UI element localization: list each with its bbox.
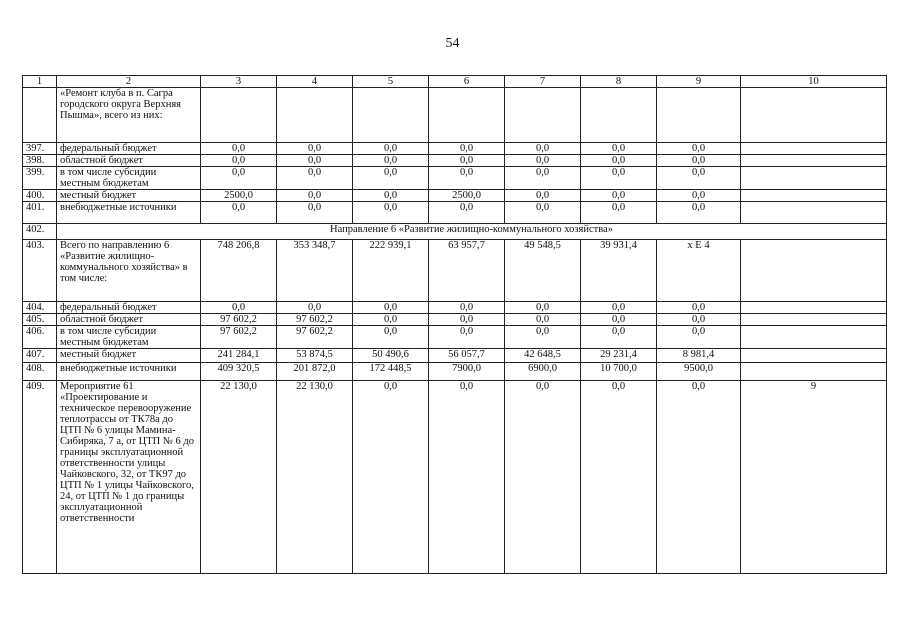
header-cell: 3 bbox=[201, 76, 277, 88]
value-cell: 0,0 bbox=[657, 314, 741, 326]
value-cell bbox=[277, 88, 353, 143]
value-cell: 2500,0 bbox=[429, 190, 505, 202]
value-cell: 0,0 bbox=[657, 381, 741, 574]
value-cell bbox=[505, 88, 581, 143]
row-number-cell: 409. bbox=[23, 381, 57, 574]
value-cell: 0,0 bbox=[657, 155, 741, 167]
value-cell: 0,0 bbox=[505, 302, 581, 314]
note-cell bbox=[741, 202, 887, 224]
value-cell: 0,0 bbox=[657, 326, 741, 349]
header-cell: 2 bbox=[57, 76, 201, 88]
note-cell bbox=[741, 143, 887, 155]
value-cell: 22 130,0 bbox=[201, 381, 277, 574]
row-name-cell: Мероприятие 61 «Проектирование и техническое перевооружение теплотрассы от ТК78а до ЦТП № 6 улицы Мамина-Сибиряка, 7 а, от ЦТП № 6 до границы эксплуатационной ответственности улицы Чайковского, 32, от ТК97 до ЦТП № 1 улицы Чайковского, 24, от ЦТП № 1 до границы эксплуатационной ответственности bbox=[57, 381, 201, 574]
value-cell: 0,0 bbox=[353, 167, 429, 190]
value-cell: 0,0 bbox=[429, 167, 505, 190]
value-cell: 0,0 bbox=[581, 381, 657, 574]
value-cell: 0,0 bbox=[277, 143, 353, 155]
table-row bbox=[23, 240, 887, 302]
value-cell: 53 874,5 bbox=[277, 349, 353, 363]
value-cell: х Е 4 bbox=[657, 240, 741, 302]
table-row bbox=[23, 326, 887, 349]
row-number-cell: 399. bbox=[23, 167, 57, 190]
value-cell: 49 548,5 bbox=[505, 240, 581, 302]
row-number-cell: 403. bbox=[23, 240, 57, 302]
budget-table bbox=[22, 75, 887, 574]
value-cell: 0,0 bbox=[353, 381, 429, 574]
value-cell: 0,0 bbox=[429, 302, 505, 314]
value-cell: 0,0 bbox=[277, 302, 353, 314]
row-number-cell: 400. bbox=[23, 190, 57, 202]
value-cell bbox=[201, 88, 277, 143]
row-name-cell: областной бюджет bbox=[57, 314, 201, 326]
value-cell: 97 602,2 bbox=[277, 314, 353, 326]
note-cell: 9 bbox=[741, 381, 887, 574]
value-cell: 0,0 bbox=[353, 314, 429, 326]
row-name-cell: местный бюджет bbox=[57, 349, 201, 363]
header-cell: 1 bbox=[23, 76, 57, 88]
value-cell: 0,0 bbox=[277, 202, 353, 224]
value-cell: 172 448,5 bbox=[353, 363, 429, 381]
header-cell: 8 bbox=[581, 76, 657, 88]
value-cell bbox=[581, 88, 657, 143]
value-cell: 0,0 bbox=[429, 202, 505, 224]
page-number: 54 bbox=[445, 36, 460, 51]
value-cell: 0,0 bbox=[505, 190, 581, 202]
table-row bbox=[23, 190, 887, 202]
row-name-cell: в том числе субсидии местным бюджетам bbox=[57, 326, 201, 349]
value-cell: 241 284,1 bbox=[201, 349, 277, 363]
direction-row bbox=[23, 224, 887, 240]
value-cell: 0,0 bbox=[353, 202, 429, 224]
value-cell: 0,0 bbox=[353, 326, 429, 349]
value-cell: 0,0 bbox=[429, 381, 505, 574]
value-cell bbox=[429, 88, 505, 143]
row-name-cell: внебюджетные источники bbox=[57, 202, 201, 224]
table-row bbox=[23, 302, 887, 314]
value-cell: 0,0 bbox=[505, 314, 581, 326]
value-cell: 0,0 bbox=[429, 326, 505, 349]
value-cell: 0,0 bbox=[201, 155, 277, 167]
row-number-cell: 406. bbox=[23, 326, 57, 349]
value-cell: 0,0 bbox=[277, 167, 353, 190]
value-cell: 0,0 bbox=[429, 155, 505, 167]
value-cell: 0,0 bbox=[657, 202, 741, 224]
value-cell: 0,0 bbox=[353, 143, 429, 155]
value-cell: 0,0 bbox=[581, 143, 657, 155]
value-cell bbox=[353, 88, 429, 143]
row-number-cell: 405. bbox=[23, 314, 57, 326]
value-cell: 0,0 bbox=[505, 143, 581, 155]
value-cell: 0,0 bbox=[505, 155, 581, 167]
direction-title: Направление 6 «Развитие жилищно-коммунального хозяйства» bbox=[57, 224, 887, 240]
value-cell: 2500,0 bbox=[201, 190, 277, 202]
value-cell: 9500,0 bbox=[657, 363, 741, 381]
row-name-cell: местный бюджет bbox=[57, 190, 201, 202]
value-cell: 0,0 bbox=[657, 143, 741, 155]
value-cell: 0,0 bbox=[581, 302, 657, 314]
value-cell: 0,0 bbox=[201, 167, 277, 190]
note-cell bbox=[741, 155, 887, 167]
table-header-row bbox=[23, 76, 887, 88]
value-cell: 0,0 bbox=[581, 167, 657, 190]
note-cell bbox=[741, 167, 887, 190]
value-cell bbox=[657, 88, 741, 143]
value-cell: 0,0 bbox=[581, 202, 657, 224]
value-cell: 0,0 bbox=[277, 155, 353, 167]
row-number-cell: 401. bbox=[23, 202, 57, 224]
value-cell: 8 981,4 bbox=[657, 349, 741, 363]
header-cell: 7 bbox=[505, 76, 581, 88]
value-cell: 97 602,2 bbox=[277, 326, 353, 349]
table-row bbox=[23, 167, 887, 190]
header-cell: 10 bbox=[741, 76, 887, 88]
note-cell bbox=[741, 240, 887, 302]
value-cell: 222 939,1 bbox=[353, 240, 429, 302]
value-cell: 50 490,6 bbox=[353, 349, 429, 363]
value-cell: 0,0 bbox=[353, 302, 429, 314]
row-name-cell: федеральный бюджет bbox=[57, 143, 201, 155]
value-cell: 0,0 bbox=[581, 326, 657, 349]
row-number-cell: 404. bbox=[23, 302, 57, 314]
header-cell: 9 bbox=[657, 76, 741, 88]
row-name-cell: Всего по направлению 6 «Развитие жилищно-коммунального хозяйства» в том числе: bbox=[57, 240, 201, 302]
table-row bbox=[23, 155, 887, 167]
value-cell: 0,0 bbox=[581, 314, 657, 326]
value-cell: 97 602,2 bbox=[201, 314, 277, 326]
value-cell: 0,0 bbox=[581, 155, 657, 167]
value-cell: 0,0 bbox=[201, 143, 277, 155]
value-cell: 0,0 bbox=[353, 155, 429, 167]
table-row bbox=[23, 363, 887, 381]
value-cell: 29 231,4 bbox=[581, 349, 657, 363]
value-cell: 97 602,2 bbox=[201, 326, 277, 349]
value-cell: 0,0 bbox=[429, 314, 505, 326]
value-cell: 56 057,7 bbox=[429, 349, 505, 363]
value-cell: 0,0 bbox=[429, 143, 505, 155]
row-number-cell: 407. bbox=[23, 349, 57, 363]
value-cell: 7900,0 bbox=[429, 363, 505, 381]
value-cell: 0,0 bbox=[657, 302, 741, 314]
header-cell: 5 bbox=[353, 76, 429, 88]
header-cell: 6 bbox=[429, 76, 505, 88]
header-cell: 4 bbox=[277, 76, 353, 88]
note-cell bbox=[741, 302, 887, 314]
row-name-cell: «Ремонт клуба в п. Сагра городского округа Верхняя Пышма», всего из них: bbox=[57, 88, 201, 143]
value-cell: 0,0 bbox=[201, 202, 277, 224]
value-cell: 201 872,0 bbox=[277, 363, 353, 381]
row-name-cell: в том числе субсидии местным бюджетам bbox=[57, 167, 201, 190]
value-cell: 0,0 bbox=[505, 326, 581, 349]
value-cell: 63 957,7 bbox=[429, 240, 505, 302]
value-cell: 748 206,8 bbox=[201, 240, 277, 302]
value-cell: 6900,0 bbox=[505, 363, 581, 381]
value-cell: 39 931,4 bbox=[581, 240, 657, 302]
table-row bbox=[23, 381, 887, 574]
row-number-cell: 408. bbox=[23, 363, 57, 381]
row-name-cell: федеральный бюджет bbox=[57, 302, 201, 314]
note-cell bbox=[741, 314, 887, 326]
note-cell bbox=[741, 190, 887, 202]
value-cell: 0,0 bbox=[505, 381, 581, 574]
value-cell: 22 130,0 bbox=[277, 381, 353, 574]
table-row bbox=[23, 314, 887, 326]
note-cell bbox=[741, 88, 887, 143]
value-cell: 0,0 bbox=[201, 302, 277, 314]
value-cell: 42 648,5 bbox=[505, 349, 581, 363]
value-cell: 0,0 bbox=[505, 202, 581, 224]
value-cell: 0,0 bbox=[277, 190, 353, 202]
table-row bbox=[23, 202, 887, 224]
note-cell bbox=[741, 349, 887, 363]
value-cell: 0,0 bbox=[505, 167, 581, 190]
value-cell: 0,0 bbox=[657, 190, 741, 202]
table-row bbox=[23, 349, 887, 363]
value-cell: 0,0 bbox=[581, 190, 657, 202]
value-cell: 10 700,0 bbox=[581, 363, 657, 381]
note-cell bbox=[741, 363, 887, 381]
row-name-cell: областной бюджет bbox=[57, 155, 201, 167]
row-number-cell: 398. bbox=[23, 155, 57, 167]
value-cell: 0,0 bbox=[657, 167, 741, 190]
row-number-cell bbox=[23, 88, 57, 143]
value-cell: 409 320,5 bbox=[201, 363, 277, 381]
table-row bbox=[23, 88, 887, 143]
value-cell: 0,0 bbox=[353, 190, 429, 202]
note-cell bbox=[741, 326, 887, 349]
row-name-cell: внебюджетные источники bbox=[57, 363, 201, 381]
row-number-cell: 402. bbox=[23, 224, 57, 240]
row-number-cell: 397. bbox=[23, 143, 57, 155]
table-row bbox=[23, 143, 887, 155]
value-cell: 353 348,7 bbox=[277, 240, 353, 302]
